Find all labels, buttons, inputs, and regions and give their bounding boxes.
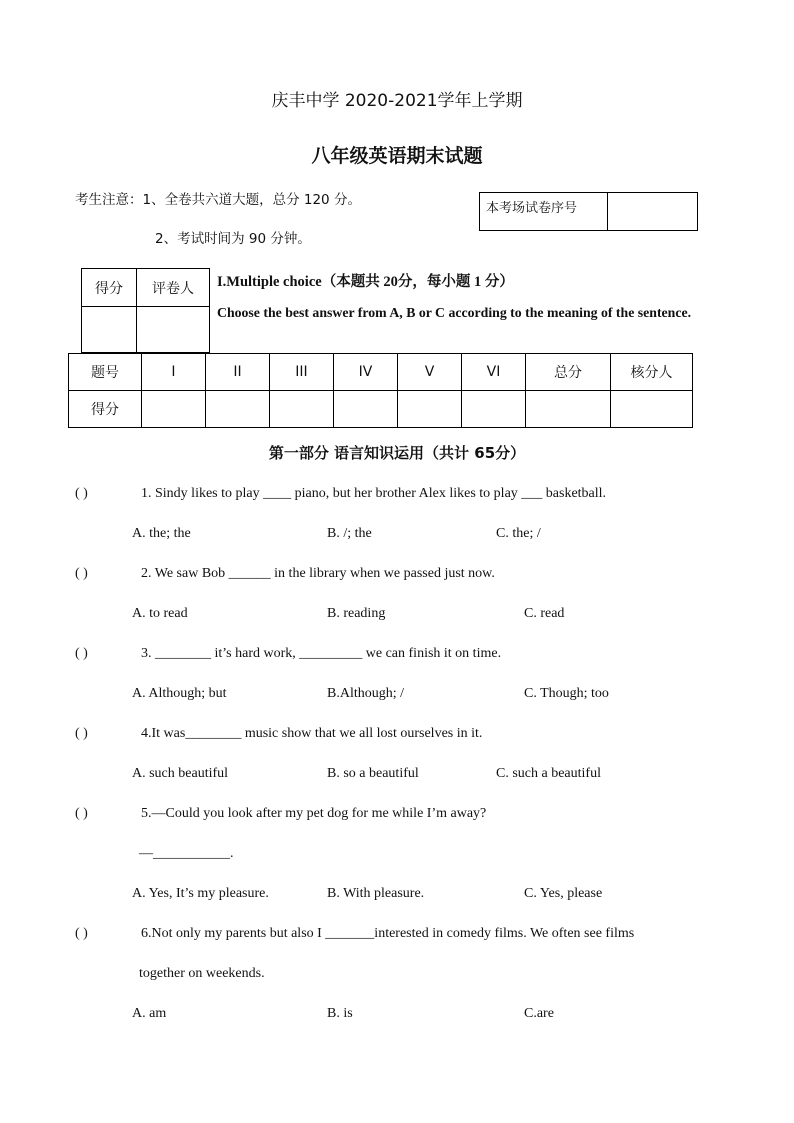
option-b: B. reading — [327, 606, 386, 621]
option-a: A. such beautiful — [132, 766, 229, 781]
answer-bracket[interactable]: ( ) — [75, 726, 88, 741]
option-b: B. With pleasure. — [327, 886, 425, 901]
option-c: C. Though; too — [524, 686, 609, 701]
seat-number-label: 本考场试卷序号 — [480, 193, 608, 230]
question-4 — [75, 726, 482, 742]
score-cell[interactable] — [82, 307, 137, 353]
question-stem: 5.—Could you look after my pet dog for me while I’m away? — [141, 806, 487, 821]
notice-line-2: 2、考试时间为 90 分钟。 — [155, 231, 311, 247]
option-b: B.Although; / — [327, 686, 405, 701]
grader-label: 评卷人 — [137, 269, 210, 307]
notice-line-1: 考生注意：1、全卷共六道大题，总分 120 分。 — [75, 192, 361, 208]
grade-score-cell[interactable] — [611, 391, 693, 428]
grade-header-cell: VI — [462, 354, 526, 391]
grade-score-cell[interactable] — [270, 391, 334, 428]
question-stem: 6.Not only my parents but also I _______interested in comedy films. We often see films — [141, 926, 635, 941]
question-continuation: together on weekends. — [139, 966, 265, 981]
grade-score-cell[interactable] — [462, 391, 526, 428]
answer-bracket[interactable]: ( ) — [75, 566, 88, 581]
section-heading: I.Multiple choice（本题共 20分，每小题 1 分） — [217, 274, 514, 290]
grade-header-cell: I — [142, 354, 206, 391]
seat-number-box — [479, 192, 698, 231]
answer-bracket[interactable]: ( ) — [75, 486, 88, 501]
option-b: B. /; the — [327, 526, 372, 541]
question-6 — [75, 926, 634, 942]
question-5 — [75, 806, 486, 822]
grade-table — [68, 353, 693, 428]
score-grader-box — [81, 268, 210, 353]
answer-bracket[interactable]: ( ) — [75, 926, 88, 941]
question-reply: —___________. — [139, 846, 234, 861]
seat-number-field[interactable] — [608, 193, 697, 230]
question-2 — [75, 566, 495, 582]
option-c: C.are — [524, 1006, 554, 1021]
grade-score-cell[interactable] — [398, 391, 462, 428]
grade-score-cell[interactable] — [206, 391, 270, 428]
school-year-title: 庆丰中学 2020-2021学年上学期 — [271, 91, 523, 111]
question-3 — [75, 646, 501, 662]
option-a: A. am — [132, 1006, 167, 1021]
option-c: C. such a beautiful — [496, 766, 601, 781]
option-c: C. Yes, please — [524, 886, 603, 901]
option-b: B. is — [327, 1006, 353, 1021]
grade-header-cell: 总分 — [526, 354, 611, 391]
grade-header-cell: V — [398, 354, 462, 391]
section-instruction: Choose the best answer from A, B or C according to the meaning of the sentence. — [217, 305, 692, 320]
question-stem: 2. We saw Bob ______ in the library when we passed just now. — [141, 566, 495, 581]
option-a: A. Although; but — [132, 686, 227, 701]
question-stem: 1. Sindy likes to play ____ piano, but her brother Alex likes to play ___ basketball. — [141, 486, 607, 501]
option-c: C. read — [524, 606, 565, 621]
option-a: A. the; the — [132, 526, 191, 541]
answer-bracket[interactable]: ( ) — [75, 646, 88, 661]
question-1 — [75, 486, 606, 502]
grade-header-cell: II — [206, 354, 270, 391]
grade-header-cell: IV — [334, 354, 398, 391]
part-title: 第一部分 语言知识运用（共计 65分） — [268, 444, 526, 462]
grade-score-cell[interactable] — [142, 391, 206, 428]
grader-cell[interactable] — [137, 307, 210, 353]
question-stem: 4.It was________ music show that we all lost ourselves in it. — [141, 726, 483, 741]
grade-header-cell: 核分人 — [611, 354, 693, 391]
grade-row-label: 得分 — [69, 391, 142, 428]
exam-title: 八年级英语期末试题 — [311, 145, 483, 167]
answer-bracket[interactable]: ( ) — [75, 806, 88, 821]
grade-score-cell[interactable] — [334, 391, 398, 428]
option-a: A. Yes, It’s my pleasure. — [132, 886, 269, 901]
grade-header-cell: III — [270, 354, 334, 391]
grade-header-cell: 题号 — [69, 354, 142, 391]
score-label: 得分 — [82, 269, 137, 307]
option-c: C. the; / — [496, 526, 541, 541]
question-stem: 3. ________ it’s hard work, _________ we can finish it on time. — [141, 646, 502, 661]
option-a: A. to read — [132, 606, 188, 621]
grade-score-cell[interactable] — [526, 391, 611, 428]
option-b: B. so a beautiful — [327, 766, 419, 781]
